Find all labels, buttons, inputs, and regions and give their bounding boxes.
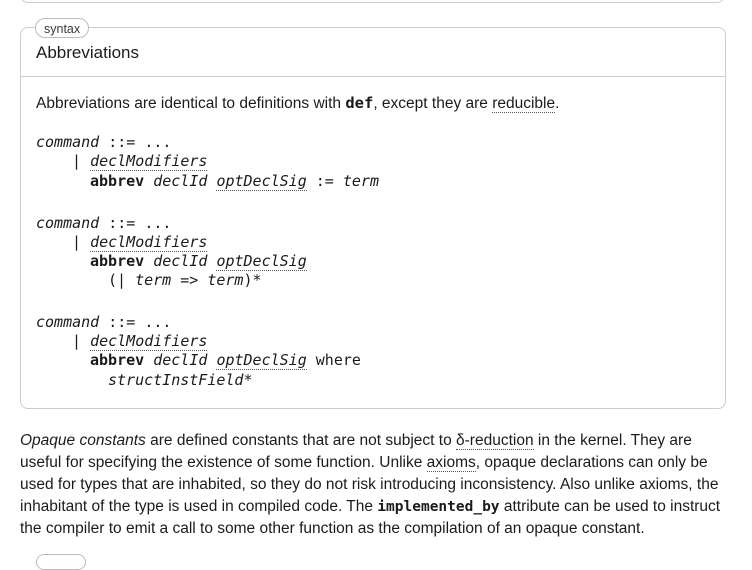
abbrev-keyword: abbrev — [90, 252, 145, 270]
grammar-bar: | — [72, 332, 82, 350]
abbrev-keyword: abbrev — [90, 351, 145, 369]
intro-text-before: Abbreviations are identical to definitions with — [36, 95, 346, 112]
syntax-tag: syntax — [35, 18, 89, 38]
term: term — [135, 271, 172, 289]
where-keyword: where — [315, 351, 361, 369]
previous-syntax-box — [20, 0, 725, 3]
para-text-4: attribute can be used to instruct the compiler to emit a call to some other function as the compilation of an opaque constant. — [20, 498, 721, 537]
syntax-box-title: Abbreviations — [36, 43, 140, 62]
syntax-box-divider — [20, 76, 726, 77]
grammar-bar: | — [72, 233, 82, 251]
para-text-2: in the kernel. They are useful for specifying the existence of some function. Unlike — [20, 432, 692, 471]
term: term — [207, 271, 244, 289]
decl-modifiers-link[interactable]: declModifiers — [90, 233, 208, 251]
axioms-link[interactable]: axioms — [426, 454, 476, 471]
decl-id: declId — [153, 172, 208, 190]
grammar-bar: | — [72, 152, 82, 170]
intro-text-middle: , except they are — [373, 95, 493, 112]
para-text-1: are defined constants that are not subject to — [145, 432, 457, 449]
assign-op: := — [315, 172, 334, 190]
grammar-op: ::= ... — [99, 133, 172, 151]
para-text-3: , opaque declarations can only be used for types that are inhabited, so they do not risk introducing inconsistency. Also unlike axioms, the inhabitant of the type is used in compiled code. The — [20, 454, 719, 515]
opt-decl-sig-link[interactable]: optDeclSig — [216, 172, 307, 190]
alt-open: (| — [108, 271, 127, 289]
intro-code-def: def — [345, 94, 374, 112]
grammar-lhs: command — [36, 214, 100, 232]
opaque-constants-paragraph — [20, 430, 732, 540]
next-syntax-tag — [36, 554, 86, 570]
grammar-lhs: command — [36, 133, 100, 151]
struct-inst-field: structInstField* — [108, 371, 253, 389]
decl-modifiers-link[interactable]: declModifiers — [90, 332, 208, 350]
opt-decl-sig-link[interactable]: optDeclSig — [216, 351, 307, 369]
implemented-by-code: implemented_by — [377, 499, 500, 515]
decl-modifiers-link[interactable]: declModifiers — [90, 152, 208, 170]
reducible-link[interactable]: reducible — [492, 95, 556, 112]
intro-text-after: . — [555, 95, 560, 112]
decl-id: declId — [153, 351, 208, 369]
alt-close: )* — [243, 271, 262, 289]
abbrev-keyword: abbrev — [90, 172, 145, 190]
grammar-op: ::= ... — [99, 313, 172, 331]
opaque-constants-term: Opaque constants — [20, 432, 146, 449]
grammar-lhs: command — [36, 313, 100, 331]
opt-decl-sig-link[interactable]: optDeclSig — [216, 252, 307, 270]
delta-reduction-link[interactable]: δ-reduction — [456, 432, 534, 449]
decl-id: declId — [153, 252, 208, 270]
arrow: => — [180, 271, 199, 289]
term: term — [342, 172, 379, 190]
grammar-op: ::= ... — [99, 214, 172, 232]
syntax-intro — [36, 94, 559, 113]
